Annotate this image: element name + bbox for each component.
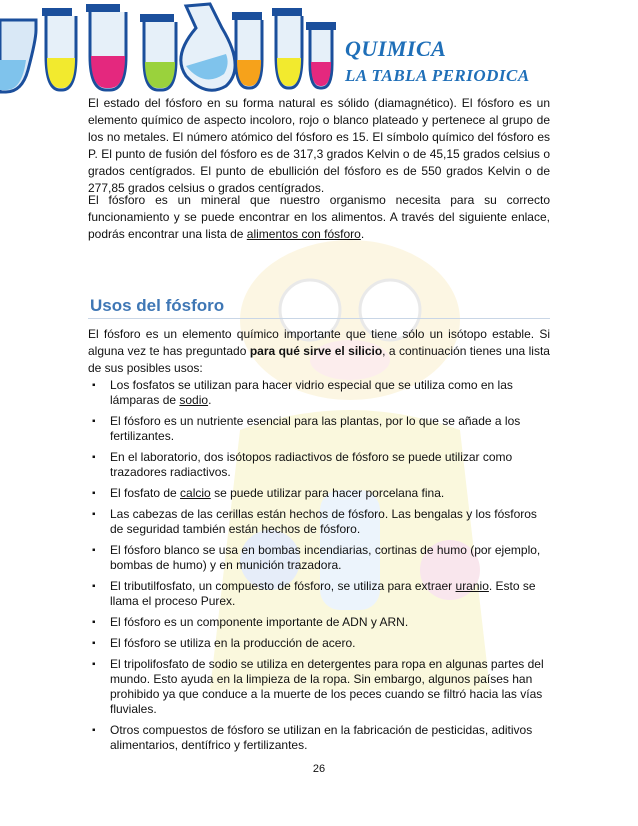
bullet-icon: ▪	[92, 509, 96, 520]
list-item-text: El fósforo es un nutriente esencial para las plantas, por lo que se añade a los fertilizantes.	[110, 414, 521, 443]
list-item-text: El fosfato de	[110, 486, 181, 500]
list-item-text: Los fosfatos se utilizan para hacer vidrio especial que se utiliza como en las lámparas de	[110, 378, 513, 407]
list-item	[90, 450, 548, 480]
document-title: QUIMICA	[345, 36, 447, 61]
flask-icon	[0, 20, 36, 92]
flask-icon	[232, 12, 262, 88]
bullet-icon: ▪	[92, 725, 96, 736]
list-item-text: El tributilfosfato, un compuesto de fósforo, se utiliza para extraer	[110, 579, 456, 593]
list-item-text: En el laboratorio, dos isótopos radiactivos de fósforo se puede utilizar como trazadores radiactivos.	[110, 450, 513, 479]
uranio-link[interactable]: uranio	[455, 579, 489, 593]
bullet-icon: ▪	[92, 452, 96, 463]
foods-paragraph-text: El fósforo es un mineral que nuestro organismo necesita para su correcto funcionamiento y se puede encontrar en los alimentos. A través del siguiente enlace, podrás encontrar una lista de	[88, 193, 550, 241]
list-item	[90, 615, 548, 630]
bullet-icon: ▪	[92, 545, 96, 556]
flask-icon	[306, 22, 336, 88]
list-item	[90, 486, 548, 501]
bullet-icon: ▪	[92, 416, 96, 427]
page-number: 26	[312, 763, 326, 775]
list-item	[90, 657, 548, 717]
bullet-icon: ▪	[92, 581, 96, 592]
list-item-text: Las cabezas de las cerillas están hechos de fósforo. Las bengalas y los fósforos de seguridad también están hechos de fósforo.	[110, 507, 537, 536]
uses-intro	[88, 326, 550, 377]
document-subtitle: LA TABLA PERIODICA	[345, 66, 530, 85]
list-item-text: El tripolifosfato de sodio se utiliza en detergentes para ropa en algunas partes del mundo. Esto ayuda en la limpieza de la ropa. Sin embargo, algunos países han prohibido ya que conduce a la muerte de los peces cuando se filtró hacia las vías fluviales.	[110, 657, 544, 716]
list-item	[90, 723, 548, 753]
bullet-icon: ▪	[92, 488, 96, 499]
list-item	[90, 636, 548, 651]
flask-icon	[140, 14, 176, 90]
sodio-link[interactable]: sodio	[179, 393, 209, 407]
list-item	[90, 414, 548, 444]
foods-paragraph	[88, 192, 550, 243]
flask-icon	[272, 8, 302, 88]
section-divider	[88, 318, 550, 319]
uses-intro-b: , a continuación tienes una lista de sus posibles usos:	[88, 344, 550, 375]
lab-flasks-illustration	[0, 0, 638, 95]
calcio-link[interactable]: calcio	[180, 486, 211, 500]
bullet-icon: ▪	[92, 380, 96, 391]
list-item-text-end: .	[208, 393, 212, 407]
section-title: Usos del fósforo	[90, 296, 225, 315]
bullet-icon: ▪	[92, 659, 96, 670]
uses-intro-a: El fósforo es un elemento químico importante que tiene sólo un isótopo estable. Si alguna vez te has preguntado	[88, 327, 550, 358]
list-item	[90, 378, 548, 408]
list-item	[90, 579, 548, 609]
uses-list	[90, 378, 548, 759]
list-item-text: El fósforo blanco se usa en bombas incendiarias, cortinas de humo (por ejemplo, bombas de humo) y en munición trazadora.	[110, 543, 541, 572]
foods-link[interactable]: alimentos con fósforo	[246, 227, 361, 241]
bullet-icon: ▪	[92, 638, 96, 649]
list-item-text-end: se puede utilizar para hacer porcelana fina.	[210, 486, 445, 500]
list-item	[90, 507, 548, 537]
list-item-text: Otros compuestos de fósforo se utilizan en la fabricación de pesticidas, aditivos alimentarios, dentífrico y fertilizantes.	[110, 723, 533, 752]
flask-icon	[42, 8, 76, 90]
flask-icon	[86, 4, 126, 90]
list-item-text: El fósforo se utiliza en la producción de acero.	[110, 636, 356, 650]
bullet-icon: ▪	[92, 617, 96, 628]
flask-icon	[181, 4, 235, 90]
list-item-text: El fósforo es un componente importante de ADN y ARN.	[110, 615, 409, 629]
list-item	[90, 543, 548, 573]
uses-intro-bold: para qué sirve el silicio	[249, 344, 383, 358]
list-item-text-end: . Esto se llama el proceso Purex.	[110, 579, 536, 608]
intro-paragraph: El estado del fósforo en su forma natural es sólido (diamagnético). El fósforo es un elemento químico de aspecto incoloro, rojo o blanco plateado y pertenece al grupo de los no metales. El número atómico del fósforo es 15. El símbolo químico del fósforo es P. El punto de fusión del fósforo es de 317,3 grados Kelvin o de 45,15 grados celsius o grados centígrados. El punto de ebullición del fósforo es de 550 grados Kelvin o de 277,85 grados celsius o grados centígrados.	[88, 96, 550, 195]
foods-paragraph-end: .	[360, 227, 365, 241]
